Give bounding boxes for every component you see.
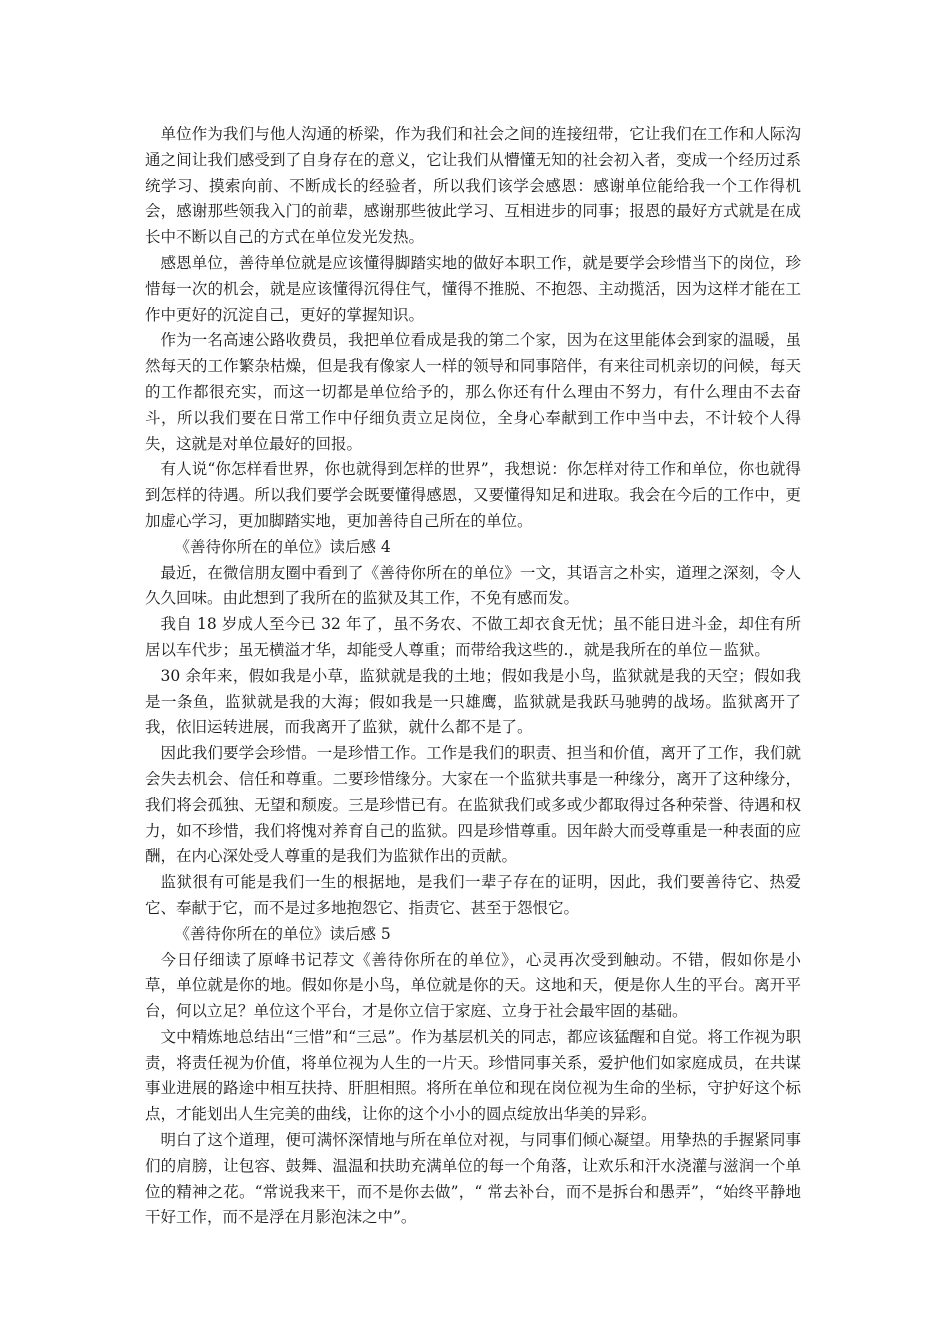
paragraph: 有人说“你怎样看世界，你也就得到怎样的世界”，我想说：你怎样对待工作和单位，你也就得到怎样的待遇。所以我们要学会既要懂得感恩，又要懂得知足和进取。我会在今后的工作中，更加虚心学习，更加脚踏实地，更加善待自己所在的单位。 [145,460,801,530]
paragraph: 作为一名高速公路收费员，我把单位看成是我的第二个家，因为在这里能体会到家的温暖，虽然每天的工作繁杂枯燥，但是我有像家人一样的领导和同事陪伴，有来往司机亲切的问候，每天的工作都很充实，而这一切都是单位给予的，那么你还有什么理由不努力，有什么理由不去奋斗，所以我们要在日常工作中仔细负责立足岗位，全身心奉献到工作中当中去，不计较个人得失，这就是对单位最好的回报。 [145,331,801,453]
paragraph: 30 余年来，假如我是小草，监狱就是我的土地；假如我是小鸟，监狱就是我的天空；假如我是一条鱼，监狱就是我的大海；假如我是一只雄鹰，监狱就是我跃马驰骋的战场。监狱离开了我，依旧运转进展，而我离开了监狱，就什么都不是了。 [145,666,801,737]
paragraph: 感恩单位，善待单位就是应该懂得脚踏实地的做好本职工作，就是要学会珍惜当下的岗位，珍惜每一次的机会，就是应该懂得沉得住气，懂得不推脱、不抱怨、主动揽活，因为这样才能在工作中更好的沉淀自己，更好的掌握知识。 [145,253,801,324]
paragraph: 单位作为我们与他人沟通的桥梁，作为我们和社会之间的连接纽带，它让我们在工作和人际沟通之间让我们感受到了自身存在的意义，它让我们从懵懂无知的社会初入者，变成一个经历过系统学习、摸索向前、不断成长的经验者，所以我们该学会感恩：感谢单位能给我一个工作得机会，感谢那些领我入门的前辈，感谢那些彼此学习、互相进步的同事；报恩的最好方式就是在成长中不断以自己的方式在单位发光发热。 [145,125,801,247]
document-body [145,122,801,1231]
paragraph: 今日仔细读了原峰书记荐文《善待你所在的单位》，心灵再次受到触动。不错，假如你是小草，单位就是你的地。假如你是小鸟，单位就是你的天。这地和天，便是你人生的平台。离开平台，何以立足？单位这个平台，才是你立信于家庭、立身于社会最牢固的基础。 [145,950,801,1021]
paragraph: 我自 18 岁成人至今已 32 年了，虽不务农、不做工却衣食无忧；虽不能日进斗金，却住有所居以车代步；虽无横溢才华，却能受人尊重；而带给我这些的.，就是我所在的单位－监狱。 [145,615,801,659]
paragraph: 最近，在微信朋友圈中看到了《善待你所在的单位》一文，其语言之朴实，道理之深刻，令人久久回味。由此想到了我所在的监狱及其工作，不免有感而发。 [145,563,801,608]
paragraph: 文中精炼地总结出“三惜”和“三忌”。作为基层机关的同志，都应该猛醒和自觉。将工作视为职责，将责任视为价值，将单位视为人生的一片天。珍惜同事关系，爱护他们如家庭成员，在共谋事业进展的路途中相互扶持、肝胆相照。将所在单位和现在岗位视为生命的坐标，守护好这个标点，才能划出人生完美的曲线，让你的这个小小的圆点绽放出华美的异彩。 [145,1027,801,1124]
paragraph: 监狱很有可能是我们一生的根据地，是我们一辈子存在的证明，因此，我们要善待它、热爱它、奉献于它，而不是过多地抱怨它、指责它、甚至于怨恨它。 [145,873,801,917]
paragraph: 因此我们要学会珍惜。一是珍惜工作。工作是我们的职责、担当和价值，离开了工作，我们就会失去机会、信任和尊重。二要珍惜缘分。大家在一个监狱共事是一种缘分，离开了这种缘分，我们将会孤独、无望和颓废。三是珍惜已有。在监狱我们或多或少都取得过各种荣誉、待遇和权力，如不珍惜，我们将愧对养育自己的监狱。四是珍惜尊重。因年龄大而受尊重是一种表面的应酬，在内心深处受人尊重的是我们为监狱作出的贡献。 [145,744,801,866]
paragraph: 明白了这个道理，便可满怀深情地与所在单位对视，与同事们倾心凝望。用挚热的手握紧同事们的肩膀，让包容、鼓舞、温温和扶助充满单位的每一个角落，让欢乐和汗水浇灌与滋润一个单位的精神之花。“常说我来干，而不是你去做”，“ 常去补台，而不是拆台和愚弄”，“始终平静地干好工作，而不是浮在月影泡沫之中”。 [145,1131,801,1227]
section-heading: 《善待你所在的单位》读后感 5 [174,924,391,943]
section-heading: 《善待你所在的单位》读后感 4 [174,537,391,556]
